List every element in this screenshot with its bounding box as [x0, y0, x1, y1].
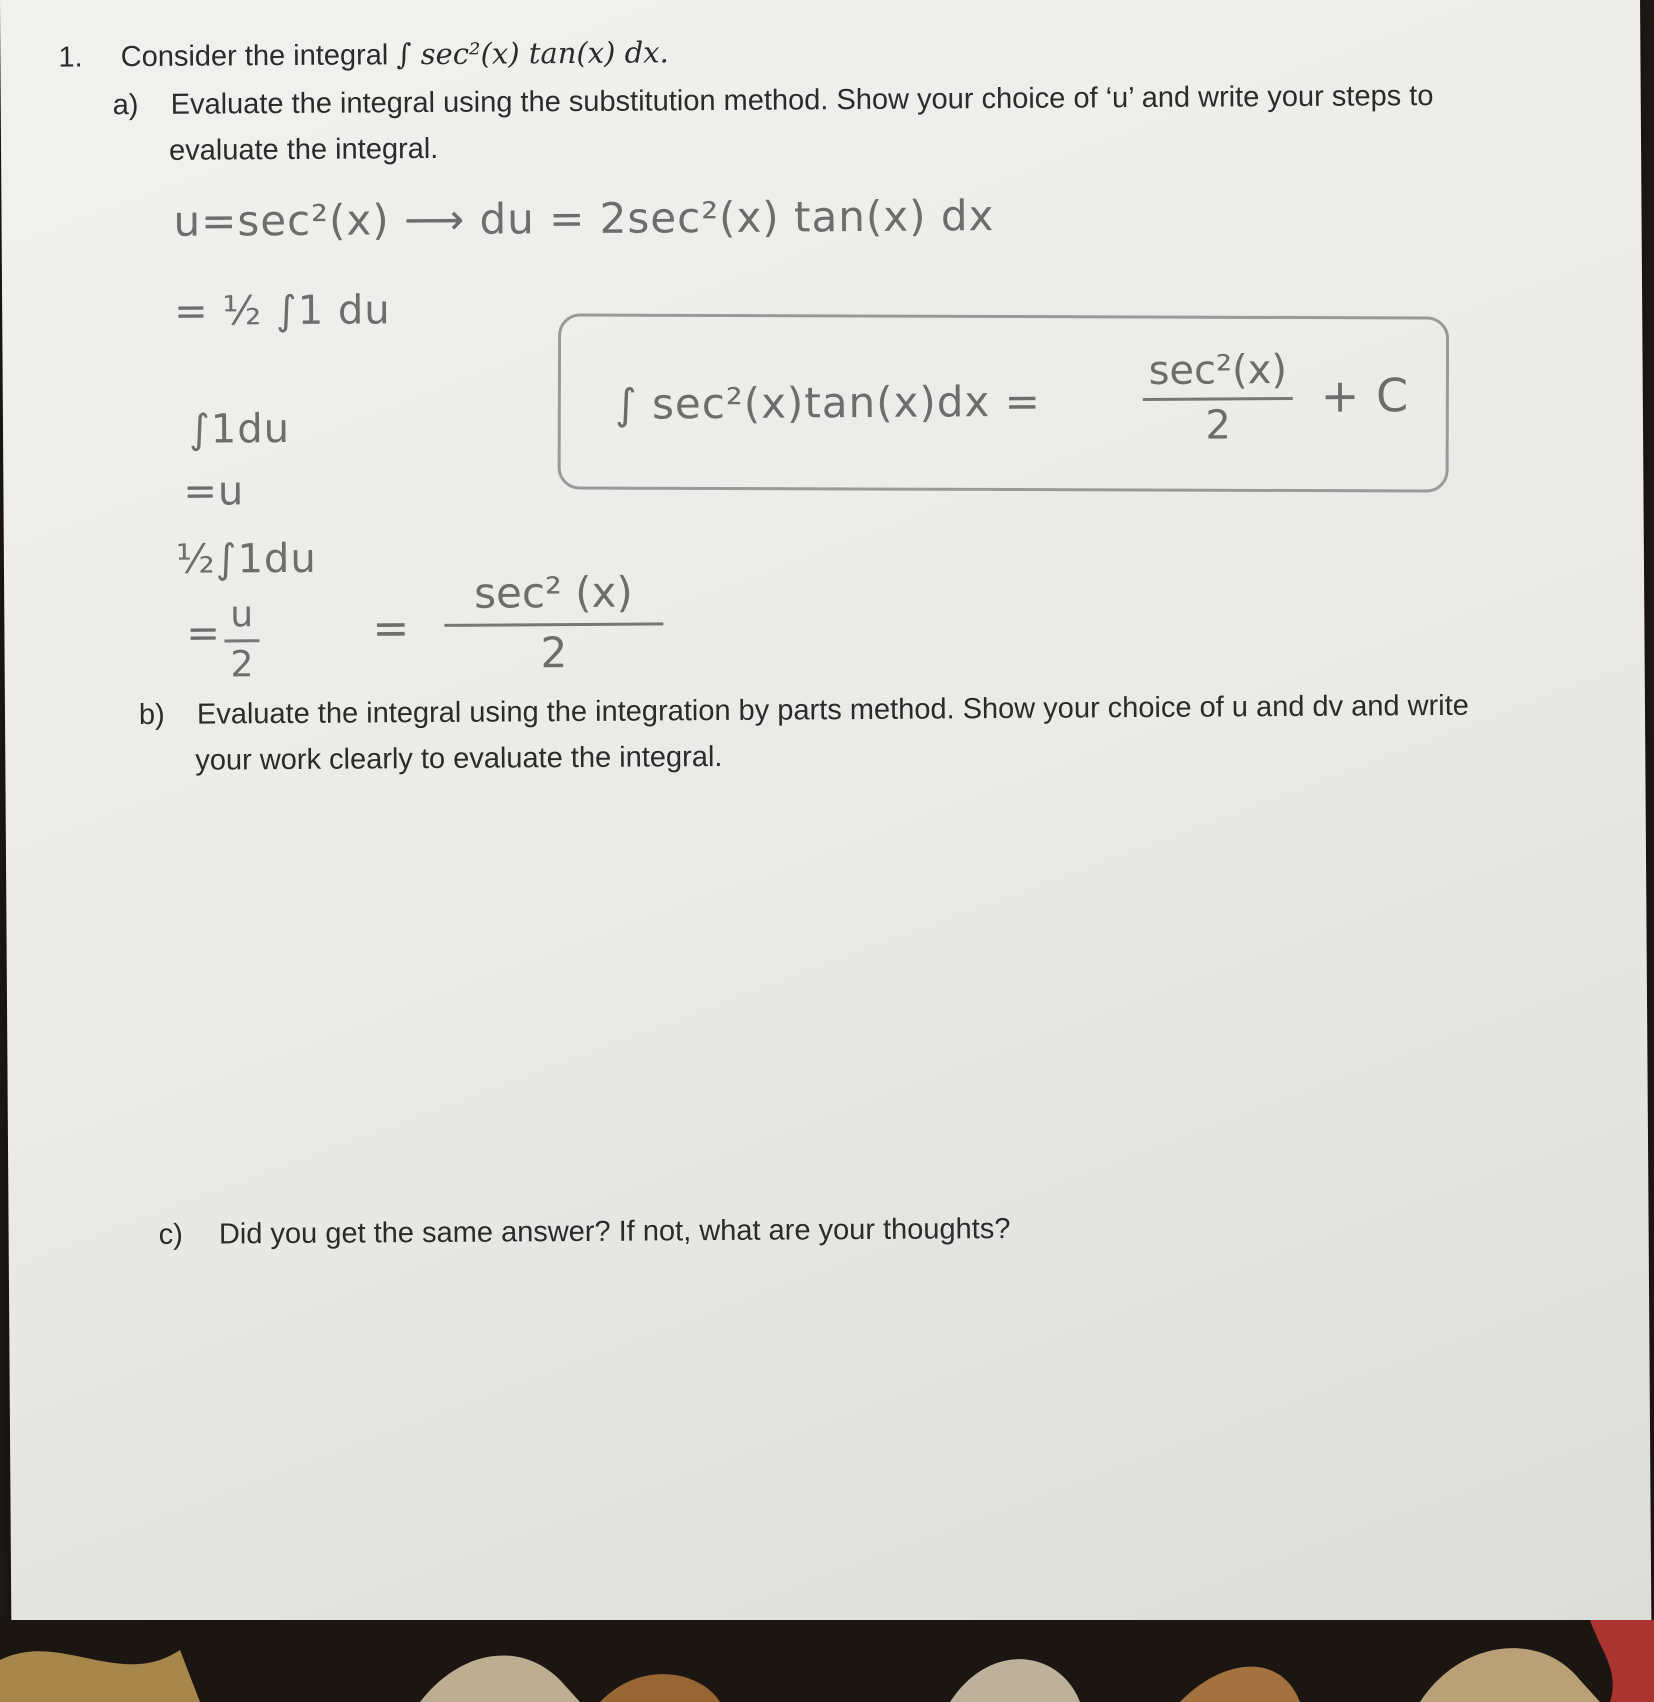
part-b-line1: Evaluate the integral using the integration by parts method. Show your choice of u and dv and write: [196, 689, 1469, 731]
part-a-line2: evaluate the integral.: [168, 132, 439, 167]
hand-equals-prefix: =: [186, 610, 222, 657]
boxed-numerator: sec²(x): [1142, 347, 1293, 401]
question-integral: ∫ sec²(x) tan(x) dx.: [396, 35, 669, 72]
part-c-label: c): [158, 1218, 183, 1251]
boxed-fraction: [1142, 347, 1293, 449]
hand-half-integral: = ½ ∫1 du: [174, 287, 391, 335]
hand-u-numerator: u: [224, 594, 259, 642]
hand-sec2-over-2: [444, 567, 663, 678]
background-fabric: [0, 1620, 1654, 1702]
boxed-denominator: 2: [1205, 402, 1232, 449]
question-intro: Consider the integral: [120, 39, 389, 74]
part-b-prompt: [139, 690, 1469, 732]
boxed-plus-c: + C: [1320, 368, 1410, 423]
hand-substitution-line: u=sec²(x) ⟶ du = 2sec²(x) tan(x) dx: [173, 191, 995, 246]
hand-sec2-numerator: sec² (x): [444, 567, 663, 627]
part-b-line2: your work clearly to evaluate the integral.: [195, 740, 723, 777]
question-number: 1.: [58, 41, 83, 74]
hand-equals-u: =u: [183, 468, 245, 515]
part-a-label: a): [112, 89, 139, 122]
part-a-line1: Evaluate the integral using the substitution method. Show your choice of ‘u’ and write your steps to: [170, 79, 1434, 121]
hand-sec2-denominator: 2: [540, 628, 568, 678]
question-header: [58, 35, 669, 74]
boxed-integral-lhs: ∫ sec²(x)tan(x)dx =: [614, 376, 1042, 429]
part-c-prompt: [159, 1213, 1011, 1252]
part-c-text: Did you get the same answer? If not, what are your thoughts?: [218, 1212, 1011, 1251]
hand-integral-1du: ∫1du: [188, 405, 291, 453]
hand-u-over-2: [224, 594, 259, 685]
hand-u-denominator: 2: [230, 644, 254, 686]
hand-half-integral-2: ½∫1du: [175, 535, 317, 583]
part-a-prompt: [113, 80, 1434, 122]
hand-equals-sign: =: [372, 603, 411, 655]
part-b-label: b): [138, 698, 165, 732]
